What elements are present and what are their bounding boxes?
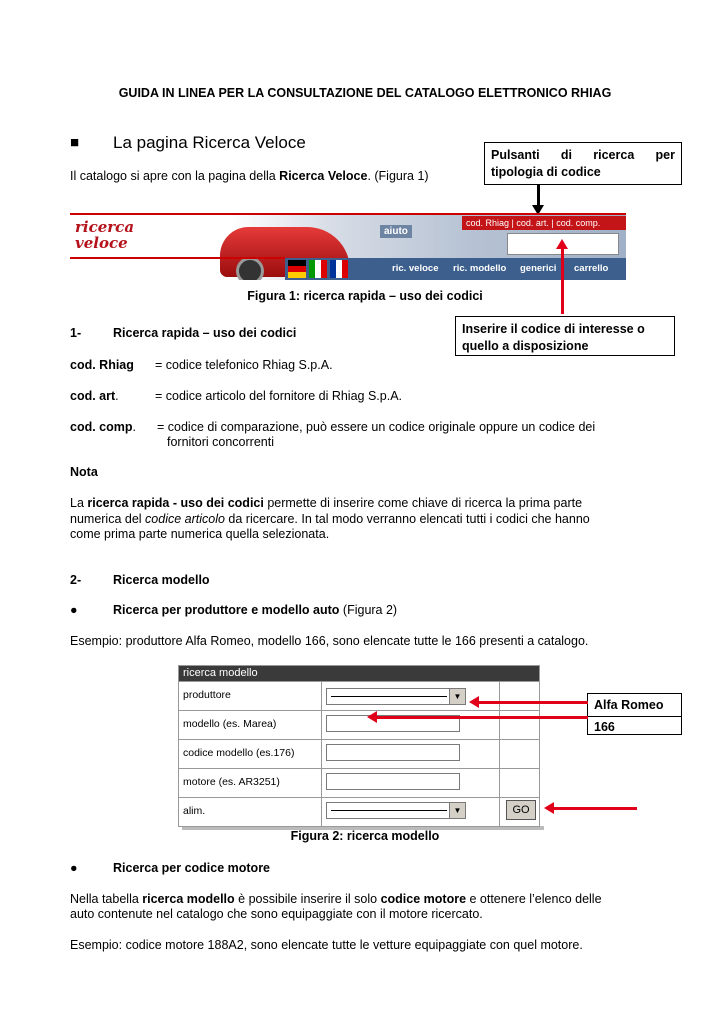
item-1-number: 1- <box>70 326 82 340</box>
logo-line-2: veloce <box>75 234 128 252</box>
def-desc-comp: = codice di comparazione, può essere un codice originale oppure un codice dei <box>157 420 596 434</box>
french-flag-icon[interactable] <box>330 260 348 278</box>
nota-line-2 <box>70 512 655 526</box>
ricerca-veloce-banner <box>70 213 626 280</box>
italian-flag-icon[interactable] <box>309 260 327 278</box>
example-2: Esempio: codice motore 188A2, sono elencate tutte le vetture equipaggiate con quel motore. <box>70 938 583 952</box>
ricerca-veloce-logo <box>75 219 134 251</box>
row-label-codice-modello: codice modello (es.176) <box>183 747 295 759</box>
arrow-red-line <box>561 248 564 314</box>
nota-p2-b: codice articolo <box>145 512 225 526</box>
motore-line-1 <box>70 892 602 906</box>
nota-title: Nota <box>70 465 98 479</box>
nota-line-3: come prima parte numerica quella selezionata. <box>70 527 330 541</box>
arrow-red-produttore-line <box>478 701 588 704</box>
banner-red-line <box>70 257 285 259</box>
bullet-2-text: Ricerca per codice motore <box>113 861 271 875</box>
intro-paragraph <box>70 169 429 183</box>
aiuto-button[interactable]: aiuto <box>380 225 412 238</box>
arrow-red-head <box>556 239 568 249</box>
example-1: Esempio: produttore Alfa Romeo, modello 166, sono elencate tutte le 166 presenti a catalogo. <box>70 634 589 648</box>
item-2-number: 2- <box>70 573 82 587</box>
bullet-1-text <box>113 603 397 617</box>
nota-p2-a: numerica del <box>70 512 146 526</box>
bullet-1-icon: ● <box>70 603 78 617</box>
nav-generici[interactable]: generici <box>520 263 557 274</box>
intro-prefix: Il catalogo si apre con la pagina della <box>70 169 280 183</box>
def-term-comp-dot: . <box>132 420 136 434</box>
def-term-comp-wrap <box>70 420 136 434</box>
car-wheel-icon <box>236 257 264 280</box>
arrow-red-produttore-head <box>469 696 479 708</box>
bullet-2-icon: ● <box>70 861 78 875</box>
nota-p1-a: La <box>70 496 88 510</box>
intro-bold: Ricerca Veloce <box>279 169 368 183</box>
arrow-black-line <box>537 185 540 207</box>
row-label-modello: modello (es. Marea) <box>183 718 277 730</box>
document-title: GUIDA IN LINEA PER LA CONSULTAZIONE DEL CATALOGO ELETTRONICO RHIAG <box>118 86 612 100</box>
callout-alfa-romeo <box>587 693 682 735</box>
intro-suffix: . (Figura 1) <box>367 169 429 183</box>
nav-carrello[interactable]: carrello <box>574 263 609 274</box>
def-desc-rhiag: = codice telefonico Rhiag S.p.A. <box>155 358 333 372</box>
alim-select[interactable] <box>326 802 466 819</box>
motore-e: e ottenere l’elenco delle <box>466 892 602 906</box>
arrow-red-modello-line <box>376 716 588 719</box>
alfa-line-2: 166 <box>594 720 615 734</box>
motore-c: è possibile inserire il solo <box>234 892 381 906</box>
def-term-art-wrap <box>70 389 119 403</box>
chevron-down-icon[interactable]: ▼ <box>449 803 465 818</box>
produttore-select[interactable] <box>326 688 466 705</box>
logo-line-1: ricerca <box>75 218 135 236</box>
nota-p2-c: da ricercare. In tal modo verranno elencati tutti i codici che hanno <box>224 512 590 526</box>
callout-inserire: Inserire il codice di interesse o quello a disposizione <box>455 316 675 356</box>
def-desc-comp-2: fornitori concorrenti <box>167 435 274 449</box>
nav-ric-veloce[interactable]: ric. veloce <box>392 263 439 274</box>
row-label-produttore: produttore <box>183 689 231 701</box>
def-term-art-dot: . <box>115 389 119 403</box>
ricerca-modello-table <box>178 665 540 827</box>
motore-line-2: auto contenute nel catalogo che sono equipaggiate con il motore ricercato. <box>70 907 483 921</box>
alfa-line-1: Alfa Romeo <box>588 694 681 717</box>
row-label-motore: motore (es. AR3251) <box>183 776 280 788</box>
motore-a: Nella tabella <box>70 892 143 906</box>
nota-line-1 <box>70 496 655 510</box>
row-label-alim: alim. <box>183 805 206 817</box>
german-flag-icon[interactable] <box>288 260 306 278</box>
codice-modello-input[interactable] <box>326 744 460 761</box>
section-bullet: ■ <box>70 134 80 151</box>
nota-p1-c: permette di inserire come chiave di ricerca la prima parte <box>263 496 583 510</box>
section-title: La pagina Ricerca Veloce <box>113 133 306 152</box>
table-header: ricerca modello <box>179 666 539 681</box>
arrow-red-go-line <box>553 807 637 810</box>
arrow-red-go-head <box>544 802 554 814</box>
figure-1-caption: Figura 1: ricerca rapida – uso dei codici <box>247 289 483 303</box>
arrow-red-modello-head <box>367 711 377 723</box>
chevron-down-icon[interactable]: ▼ <box>449 689 465 704</box>
item-1-label: Ricerca rapida – uso dei codici <box>113 326 297 340</box>
def-term-rhiag: cod. Rhiag <box>70 358 134 372</box>
motore-b: ricerca modello <box>142 892 235 906</box>
callout-pulsanti: Pulsanti di ricerca per tipologia di codice <box>484 142 682 185</box>
motore-input[interactable] <box>326 773 460 790</box>
go-button[interactable]: GO <box>506 800 536 820</box>
bullet-1-bold: Ricerca per produttore e modello auto <box>113 603 340 617</box>
figure-2-caption: Figura 2: ricerca modello <box>290 829 440 843</box>
def-term-art: cod. art <box>70 389 116 403</box>
def-term-comp: cod. comp <box>70 420 133 434</box>
item-2-label: Ricerca modello <box>113 573 210 587</box>
nota-p1-b: ricerca rapida - uso dei codici <box>87 496 264 510</box>
motore-d: codice motore <box>380 892 467 906</box>
def-desc-art: = codice articolo del fornitore di Rhiag S.p.A. <box>155 389 403 403</box>
nav-ric-modello[interactable]: ric. modello <box>453 263 507 274</box>
bullet-1-normal: (Figura 2) <box>339 603 398 617</box>
code-type-bar[interactable]: cod. Rhiag | cod. art. | cod. comp. <box>462 216 626 230</box>
